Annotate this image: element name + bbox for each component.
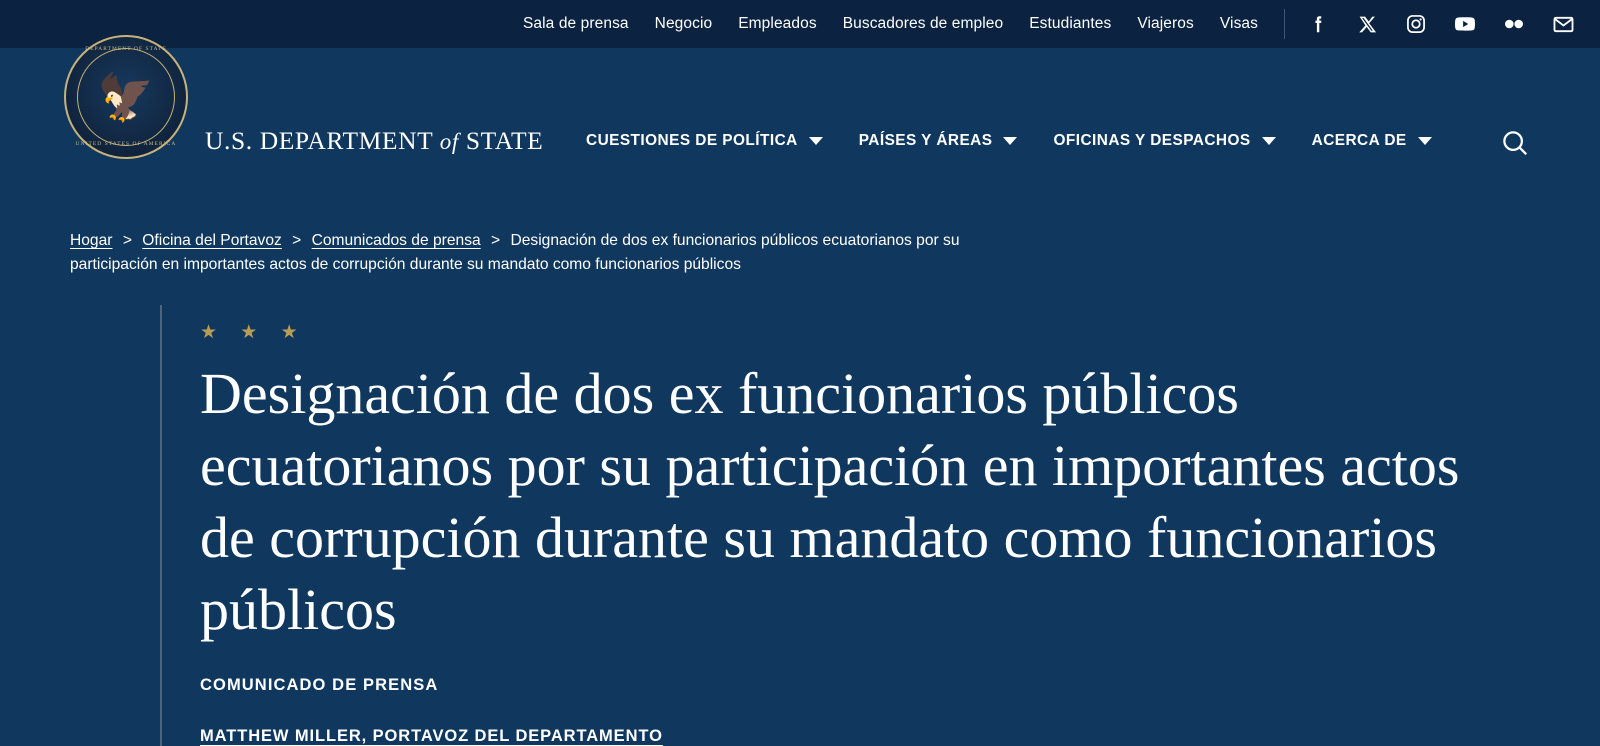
utility-link-newsroom[interactable]: Sala de prensa (522, 15, 629, 32)
seal-bottom-text: UNITED STATES OF AMERICA (75, 141, 177, 147)
flickr-icon[interactable] (1503, 13, 1525, 35)
utility-link-job-seekers[interactable]: Buscadores de empleo (842, 15, 1004, 32)
utility-link-visas[interactable]: Visas (1219, 15, 1258, 32)
utility-link-employees[interactable]: Empleados (738, 15, 817, 32)
department-seal-logo[interactable] (64, 35, 188, 159)
facebook-icon[interactable] (1307, 13, 1329, 35)
chevron-down-icon (1003, 137, 1017, 145)
youtube-icon[interactable] (1454, 13, 1476, 35)
stars-decoration: ★ ★ ★ (200, 322, 307, 344)
nav-bureaus-offices[interactable] (1053, 132, 1275, 150)
nav-countries-areas[interactable] (859, 132, 1018, 150)
author-byline-link[interactable]: MATTHEW MILLER, PORTAVOZ DEL DEPARTAMENTO (200, 726, 663, 745)
breadcrumb-item-current: Designación de dos ex funcionarios públicos ecuatorianos por su participación en importantes actos de corrupción durante su mandato como funcionarios públicos (70, 232, 960, 274)
great-seal-icon (64, 35, 188, 159)
nav-countries-areas-label: PAÍSES Y ÁREAS (858, 132, 993, 149)
breadcrumb-separator: > (122, 232, 132, 249)
wordmark-part2: STATE (458, 126, 544, 155)
nav-about[interactable] (1312, 132, 1432, 150)
main-nav (586, 132, 1432, 150)
chevron-down-icon (1262, 137, 1276, 145)
utility-nav (523, 15, 1258, 33)
nav-about-label: ACERCA DE (1311, 132, 1407, 149)
wordmark-of: of (439, 129, 459, 154)
utility-link-travelers[interactable]: Viajeros (1137, 15, 1194, 32)
breadcrumb-separator: > (491, 232, 501, 249)
breadcrumb-item-press-releases[interactable]: Comunicados de prensa (311, 232, 481, 249)
utility-bar (0, 0, 1600, 48)
nav-policy-issues-label: CUESTIONES DE POLÍTICA (586, 132, 798, 149)
nav-policy-issues[interactable] (586, 132, 823, 150)
seal-top-text: DEPARTMENT OF STATE (85, 46, 167, 52)
breadcrumb-item-spokesperson-office[interactable]: Oficina del Portavoz (142, 232, 282, 249)
utility-link-business[interactable]: Negocio (654, 15, 713, 32)
utility-divider (1284, 9, 1285, 39)
instagram-icon[interactable] (1405, 13, 1427, 35)
email-icon[interactable] (1552, 13, 1574, 35)
article-header (160, 305, 1580, 746)
page-title: Designación de dos ex funcionarios públicos ecuatorianos por su participación en importantes actos de corrupción durante su mandato como funcionarios públicos (200, 361, 1460, 643)
x-twitter-icon[interactable] (1356, 13, 1378, 35)
utility-link-students[interactable]: Estudiantes (1029, 15, 1112, 32)
social-links (1307, 13, 1582, 35)
chevron-down-icon (809, 137, 823, 145)
breadcrumb (0, 195, 1110, 277)
chevron-down-icon (1418, 137, 1432, 145)
search-icon[interactable] (1500, 128, 1530, 158)
site-wordmark[interactable] (205, 126, 543, 156)
site-header (0, 48, 1600, 195)
breadcrumb-separator: > (292, 232, 302, 249)
great-seal-eagle-icon: 🦅 (97, 71, 155, 123)
wordmark-part1: U.S. DEPARTMENT (205, 126, 440, 155)
nav-bureaus-offices-label: OFICINAS Y DESPACHOS (1053, 132, 1251, 149)
content-type-label: COMUNICADO DE PRENSA (200, 675, 439, 694)
breadcrumb-item-home[interactable]: Hogar (70, 232, 113, 249)
